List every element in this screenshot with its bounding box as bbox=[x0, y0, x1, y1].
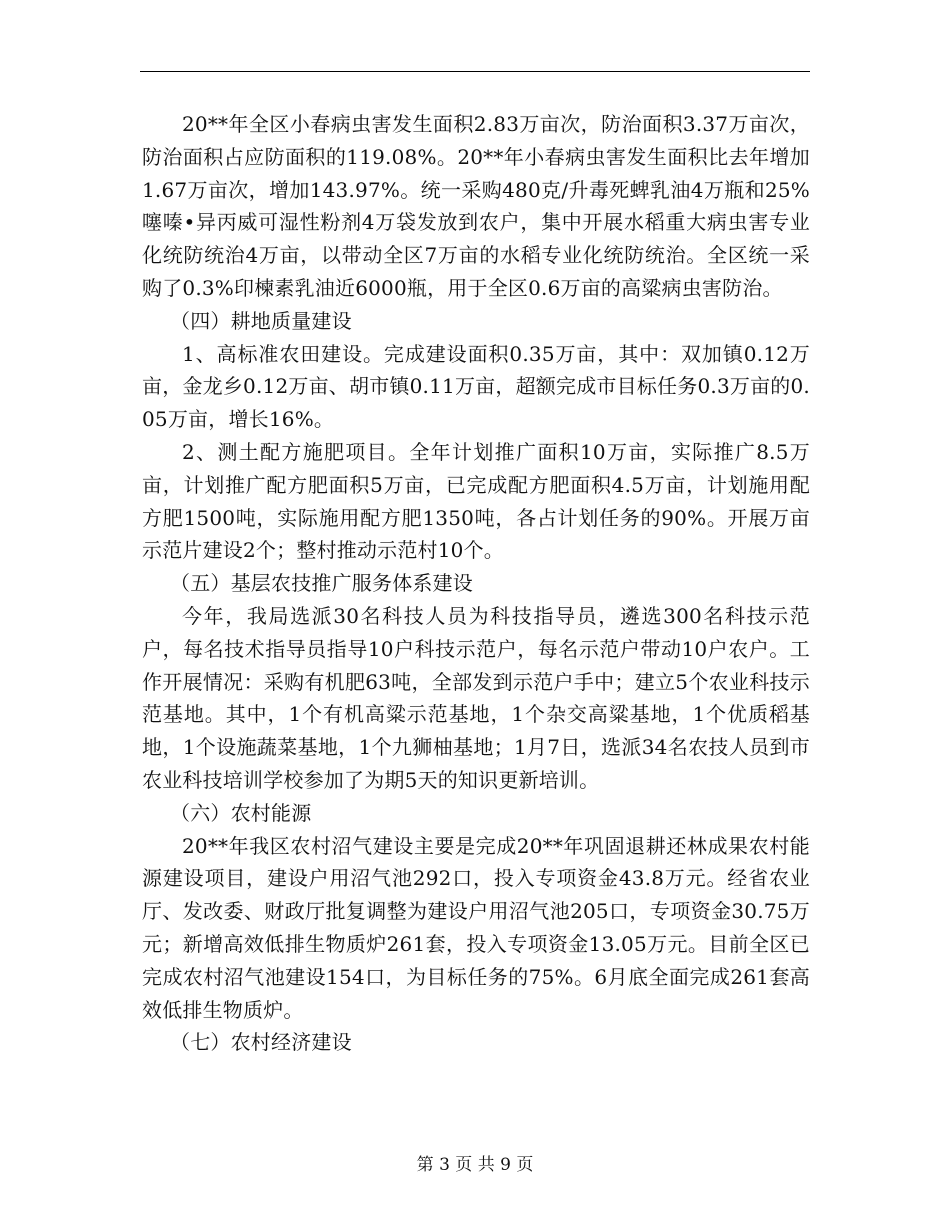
paragraph-rural-energy: 20**年我区农村沼气建设主要是完成20**年巩固退耕还林成果农村能源建设项目，建设户用沼气池292口，投入专项资金43.8万元。经省农业厅、发改委、财政厅批复调整为建设户用沼气池205口，专项资金30.75万元；新增高效低排生物质炉261套，投入专项资金13.05万元。目前全区已完成农村沼气池建设154口，为目标任务的75%。6月底全面完成261套高效低排生物质炉。 bbox=[142, 833, 810, 1022]
paragraph-pest-control: 20**年全区小春病虫害发生面积2.83万亩次，防治面积3.37万亩次，防治面积占应防面积的119.08%。20**年小春病虫害发生面积比去年增加1.67万亩次，增加143.97%。统一采购480克/升毒死蜱乳油4万瓶和25%噻嗪•异丙威可湿性粉剂4万袋发放到农户，集中开展水稻重大病虫害专业化统防统治4万亩，以带动全区7万亩的水稻专业化统防统治。全区统一采购了0.3%印楝素乳油近6000瓶，用于全区0.6万亩的高粱病虫害防治。 bbox=[142, 112, 810, 300]
paragraph-soil-testing-fertilizer: 2、测土配方施肥项目。全年计划推广面积10万亩，实际推广8.5万亩，计划推广配方肥面积5万亩，已完成配方肥面积4.5万亩，计划施用配方肥1500吨，实际施用配方肥1350吨，各占计划任务的90%。开展万亩示范片建设2个；整村推动示范村10个。 bbox=[142, 439, 810, 563]
header-rule bbox=[140, 71, 810, 72]
heading-rural-economy: （七）农村经济建设 bbox=[170, 1030, 352, 1055]
heading-farmland-quality: （四）耕地质量建设 bbox=[170, 308, 352, 333]
heading-agri-tech-service: （五）基层农技推广服务体系建设 bbox=[170, 571, 473, 596]
page-footer: 第 3 页 共 9 页 bbox=[416, 1155, 534, 1175]
paragraph-high-standard-farmland: 1、高标准农田建设。完成建设面积0.35万亩，其中：双加镇0.12万亩，金龙乡0.12万亩、胡市镇0.11万亩，超额完成市目标任务0.3万亩的0.05万亩，增长16%。 bbox=[142, 341, 810, 432]
paragraph-agri-tech-service: 今年，我局选派30名科技人员为科技指导员，遴选300名科技示范户，每名技术指导员指导10户科技示范户，每名示范户带动10户农户。工作开展情况：采购有机肥63吨，全部发到示范户手中；建立5个农业科技示范基地。其中，1个有机高粱示范基地，1个杂交高粱基地，1个优质稻基地，1个设施蔬菜基地，1个九狮柚基地；1月7日，选派34名农技人员到市农业科技培训学校参加了为期5天的知识更新培训。 bbox=[142, 603, 810, 792]
document-body bbox=[142, 108, 810, 1059]
heading-rural-energy: （六）农村能源 bbox=[170, 800, 312, 825]
